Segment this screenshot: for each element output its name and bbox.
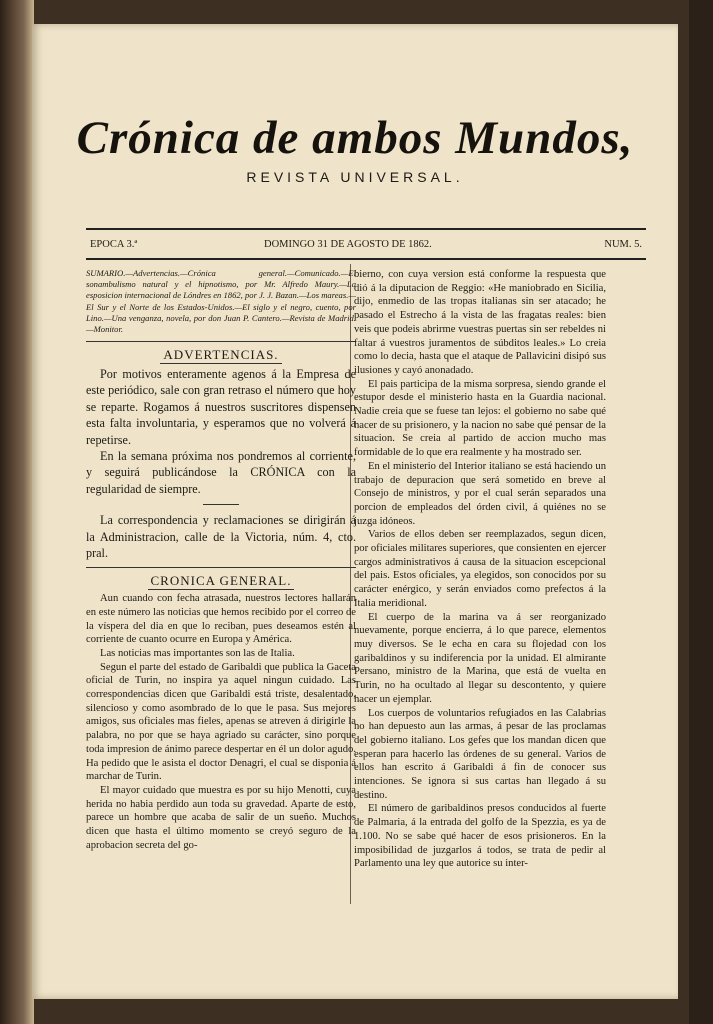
masthead — [32, 110, 678, 185]
advertencias-body — [86, 366, 356, 561]
issue-number: NUM. 5. — [604, 239, 642, 250]
cronica-paragraph: El mayor cuidado que muestra es por su hijo Menotti, cuya herida no habia perdido aun toda su gravedad. Aparte de esto, parece un hombre que acaba de salir de un sueño. Muchos dicen que hasta el último momento se creyó seguro de la aprobacion secreta del go- — [86, 784, 356, 851]
newspaper-page — [32, 24, 678, 999]
advertencias-paragraph: La correspondencia y reclamaciones se dirigirán á la Administracion, calle de la Victoria, núm. 4, cto. pral. — [86, 513, 356, 560]
cronica-paragraph: En el ministerio del Interior italiano se está haciendo un trabajo de depuracion que será sometido en breve al Consejo de ministros, y por el cual serán separados una porcion de empleados del órden civil, á quiénes no se juzga idóneos. — [354, 460, 606, 527]
newspaper-subtitle: REVISTA UNIVERSAL. — [246, 169, 464, 185]
cronica-paragraph: El cuerpo de la marina va á ser reorganizado nuevamente, porque encierra, á lo que parece, elementos muy diversos. Se le echa en cara su flojedad con los garibaldinos y su indiferencia por la unidad. El almirante Persano, ministro de la Marina, que está de vuelta en Turin, no ha ocultado al llegar su descontento, y quiere hacer un ejemplar. — [354, 611, 606, 705]
cronica-paragraph: Varios de ellos deben ser reemplazados, segun dicen, por oficiales militares superiores, que consienten en ejercer cargos administrativos á causa de la situacion escepcional del pais. Estos oficiales, ya elegidos, son conocidos por su carácter enérgico, y serán enviados como prefectos á la Italia meridional. — [354, 529, 606, 609]
epoca-label: EPOCA 3.ª — [90, 239, 138, 250]
cronica-heading: CRONICA GENERAL. — [86, 567, 356, 588]
short-divider — [203, 504, 239, 505]
advertencias-paragraph: En la semana próxima nos pondremos al corriente, y seguirá publicándose la CRÓNICA con la regularidad de siempre. — [86, 448, 356, 496]
left-column — [86, 268, 356, 852]
advertencias-heading: ADVERTENCIAS. — [86, 341, 356, 362]
issue-date: DOMINGO 31 DE AGOSTO DE 1862. — [264, 239, 432, 250]
cronica-paragraph: El número de garibaldinos presos conducidos al fuerte de Palmaria, á la entrada del golfo de la Spezzia, es ya de 1.100. No se sabe qué hacer de esos prisioneros. En la imposibilidad de juzgarlos á todos, se trata de pedir al Parlamento una ley que autorice su inter- — [354, 803, 606, 870]
right-column — [354, 268, 606, 871]
sumario: SUMARIO.—Advertencias.—Crónica general.—Comunicado.—El sonambulismo natural y el hipnotismo, por Mr. Alfredo Maury.—La esposicion internacional de Lóndres en 1862, por J. J. Bazan.—Los mareas.—El Sur y el Norte de los Estados-Unidos.—El siglo y el negro, cuento, por Lino.—Una venganza, novela, por don Juan P. Cantero.—Revista de Madrid.—Monitor. — [86, 268, 356, 335]
book-binding — [0, 0, 34, 1024]
advertencias-paragraph: Por motivos enteramente agenos á la Empresa de este periódico, sale con gran retraso el número que hoy se reparte. Rogamos á nuestros suscritores dispensen esta falta involuntaria, y esperamos que no volverá á repetirse. — [86, 366, 356, 447]
cronica-paragraph: Los cuerpos de voluntarios refugiados en las Calabrias no han depuesto aun las armas, á pesar de las proclamas del gobierno italiano. Los gefes que los mandan dicen que esperan para hacerlo las órdenes de su general. Varios de ellos han escrito á Garibaldi á fin de conocer sus intenciones. Se ignora si sus cartas han llegado á su destino. — [354, 707, 606, 801]
cronica-paragraph: Aun cuando con fecha atrasada, nuestros lectores hallarán en este número las noticias que hemos recibido por el correo de la víspera del dia en que lo reciban, pues deseamos estén al corriente de cuanto ocurre en Europa y América. — [86, 593, 356, 646]
newspaper-title: Crónica de ambos Mundos, — [76, 112, 634, 164]
cronica-paragraph: El pais participa de la misma sorpresa, siendo grande el estupor desde el ministerio hasta en la Guardia nacional. Nadie creia que se fuese tan lejos: el gobierno no sabe qué hacer de su prisionero, y la nacion no sabe qué pensar de la situacion. Se creia al partido de accion mucho mas formidable de lo que era realmente y ha mostrado ser. — [354, 378, 606, 459]
cronica-paragraph: Segun el parte del estado de Garibaldi que publica la Gaceta oficial de Turin, no inspira ya aquel ningun cuidado. Las correspondencias dicen que Garibaldi está triste, desalentado, silencioso y como asombrado de lo que le pasa. Sus mejores amigos, sus oficiales mas fieles, apenas se atreven á dirigirle la palabra, no por que se haya agriado su carácter, sino porque toda impresion de ánimo parece despertar en él un dolor agudo. Ha pedido que le asista el doctor Denagri, el cual se disponia á marchar de Turin. — [86, 661, 356, 783]
cronica-paragraph: bierno, con cuya version está conforme la respuesta que dió á la diputacion de Reggio: «He maniobrado en Sicilia, dijo, enmedio de las tropas italianas sin ser atacado; he pasado el Estrecho á la vista de las fragatas reales: bien veis que podeis abrirme vuestras puertas sin ser rebeldes ni faltar á vuestros juramentos de súbditos leales.» Lo creia como lo decia, hasta que el ataque de Pallavicini disipó sus ilusiones y cayó anonadado. — [354, 269, 606, 376]
page-edge-shadow — [689, 0, 713, 1024]
cronica-paragraph: Las noticias mas importantes son las de Italia. — [100, 647, 295, 659]
dateline — [86, 228, 646, 260]
